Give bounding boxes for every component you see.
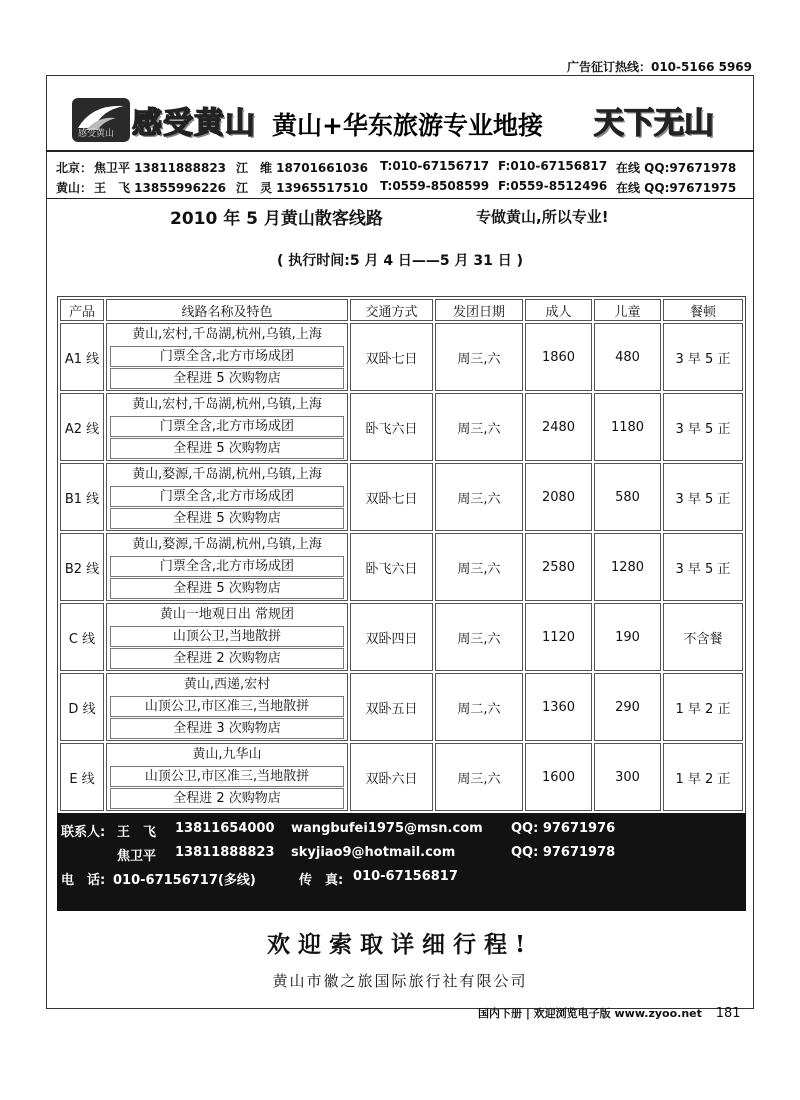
transport-cell: 卧飞六日 bbox=[350, 393, 433, 461]
adult-price-cell: 1860 bbox=[525, 323, 592, 391]
table-header-row bbox=[60, 299, 743, 321]
adult-price-cell: 1360 bbox=[525, 673, 592, 741]
product-cell: A1 线 bbox=[60, 323, 104, 391]
contact-qq: QQ: 97671976 bbox=[511, 821, 616, 836]
column-header: 产品 bbox=[60, 299, 104, 321]
contact-name: 王 飞 bbox=[117, 825, 157, 840]
contact-city: 黄山： bbox=[56, 181, 93, 195]
child-price-cell: 580 bbox=[594, 463, 661, 531]
route-note: 门票全含,北方市场成团 bbox=[110, 486, 344, 507]
tagline: 天下无山 bbox=[594, 106, 714, 141]
features-cell bbox=[106, 463, 348, 531]
headline: 黄山+华东旅游专业地接 bbox=[272, 111, 543, 140]
column-header: 线路名称及特色 bbox=[106, 299, 348, 321]
contact-box bbox=[57, 813, 746, 911]
column-header: 成人 bbox=[525, 299, 592, 321]
contact-tel: T:0559-8508599 bbox=[380, 179, 490, 193]
transport-cell: 双卧五日 bbox=[350, 673, 433, 741]
contact-phone: 13811654000 bbox=[175, 821, 275, 836]
column-header: 餐顿 bbox=[663, 299, 743, 321]
transport-cell: 双卧七日 bbox=[350, 463, 433, 531]
contact-fax: F:010-67156817 bbox=[498, 159, 608, 173]
route-shopping: 全程进 3 次购物店 bbox=[110, 718, 344, 739]
header-divider bbox=[46, 150, 754, 152]
transport-cell: 双卧四日 bbox=[350, 603, 433, 671]
departure-cell: 周三,六 bbox=[435, 743, 523, 811]
contact-label: 联系人: bbox=[61, 825, 106, 840]
contact-tel: T:010-67156717 bbox=[380, 159, 490, 173]
features-cell bbox=[106, 743, 348, 811]
route-note: 山顶公卫,当地散拼 bbox=[110, 626, 344, 647]
meals-cell: 3 早 5 正 bbox=[663, 393, 743, 461]
table-row bbox=[60, 603, 743, 671]
tel-label: 电 话: bbox=[61, 873, 106, 888]
route-destinations: 黄山,婺源,千岛湖,杭州,乌镇,上海 bbox=[132, 537, 322, 552]
route-shopping: 全程进 5 次购物店 bbox=[110, 368, 344, 389]
route-note: 门票全含,北方市场成团 bbox=[110, 346, 344, 367]
table-row bbox=[60, 393, 743, 461]
contact-phone: 13811888823 bbox=[175, 845, 275, 860]
child-price-cell: 1280 bbox=[594, 533, 661, 601]
adult-price-cell: 2580 bbox=[525, 533, 592, 601]
departure-cell: 周三,六 bbox=[435, 533, 523, 601]
page-number: 181 bbox=[715, 1006, 741, 1021]
features-cell bbox=[106, 323, 348, 391]
fax-number: 010-67156817 bbox=[353, 869, 458, 884]
route-destinations: 黄山,九华山 bbox=[192, 747, 262, 762]
contact-divider bbox=[46, 198, 754, 199]
child-price-cell: 300 bbox=[594, 743, 661, 811]
contact-qq: QQ: 97671978 bbox=[511, 845, 616, 860]
contact-person: 江 维 18701661036 bbox=[236, 161, 369, 175]
product-cell: E 线 bbox=[60, 743, 104, 811]
product-cell: B2 线 bbox=[60, 533, 104, 601]
ad-hotline: 广告征订热线：010-5166 5969 bbox=[566, 60, 752, 74]
company-name: 黄山市徽之旅国际旅行社有限公司 bbox=[272, 972, 528, 990]
child-price-cell: 480 bbox=[594, 323, 661, 391]
footer-text: 国内下册 | 欢迎浏览电子版 www.zyoo.net bbox=[478, 1007, 702, 1020]
column-header: 发团日期 bbox=[435, 299, 523, 321]
route-shopping: 全程进 2 次购物店 bbox=[110, 648, 344, 669]
contact-fax: F:0559-8512496 bbox=[498, 179, 608, 193]
adult-price-cell: 1120 bbox=[525, 603, 592, 671]
departure-cell: 周三,六 bbox=[435, 393, 523, 461]
adult-price-cell: 1600 bbox=[525, 743, 592, 811]
meals-cell: 3 早 5 正 bbox=[663, 323, 743, 391]
table-row bbox=[60, 673, 743, 741]
child-price-cell: 1180 bbox=[594, 393, 661, 461]
route-shopping: 全程进 2 次购物店 bbox=[110, 788, 344, 809]
product-cell: A2 线 bbox=[60, 393, 104, 461]
routes-table bbox=[57, 296, 746, 814]
transport-cell: 双卧六日 bbox=[350, 743, 433, 811]
route-destinations: 黄山一地观日出 常规团 bbox=[159, 607, 295, 622]
route-shopping: 全程进 5 次购物店 bbox=[110, 508, 344, 529]
contact-email: skyjiao9@hotmail.com bbox=[291, 845, 456, 860]
fax-label: 传 真: bbox=[299, 873, 344, 888]
product-cell: D 线 bbox=[60, 673, 104, 741]
logo bbox=[72, 98, 130, 142]
route-shopping: 全程进 5 次购物店 bbox=[110, 578, 344, 599]
route-note: 门票全含,北方市场成团 bbox=[110, 416, 344, 437]
contact-qq: 在线 QQ:97671975 bbox=[616, 181, 737, 195]
departure-cell: 周三,六 bbox=[435, 463, 523, 531]
column-header: 儿童 bbox=[594, 299, 661, 321]
route-destinations: 黄山,宏村,千岛湖,杭州,乌镇,上海 bbox=[132, 327, 322, 342]
child-price-cell: 190 bbox=[594, 603, 661, 671]
contact-person: 焦卫平 13811888823 bbox=[94, 161, 227, 175]
table-row bbox=[60, 463, 743, 531]
contact-name: 焦卫平 bbox=[117, 849, 157, 864]
contact-qq: 在线 QQ:97671978 bbox=[616, 161, 737, 175]
route-shopping: 全程进 5 次购物店 bbox=[110, 438, 344, 459]
route-note: 门票全含,北方市场成团 bbox=[110, 556, 344, 577]
transport-cell: 双卧七日 bbox=[350, 323, 433, 391]
adult-price-cell: 2080 bbox=[525, 463, 592, 531]
departure-cell: 周三,六 bbox=[435, 323, 523, 391]
route-note: 山顶公卫,市区准三,当地散拼 bbox=[110, 766, 344, 787]
route-title: 2010 年 5 月黄山散客线路 bbox=[170, 209, 383, 229]
product-cell: C 线 bbox=[60, 603, 104, 671]
column-header: 交通方式 bbox=[350, 299, 433, 321]
welcome-text: 欢迎索取详细行程! bbox=[266, 931, 534, 958]
route-destinations: 黄山,宏村,千岛湖,杭州,乌镇,上海 bbox=[132, 397, 322, 412]
meals-cell: 3 早 5 正 bbox=[663, 533, 743, 601]
route-note: 山顶公卫,市区准三,当地散拼 bbox=[110, 696, 344, 717]
table-row bbox=[60, 743, 743, 811]
meals-cell: 3 早 5 正 bbox=[663, 463, 743, 531]
features-cell bbox=[106, 673, 348, 741]
contact-person: 江 灵 13965517510 bbox=[236, 181, 369, 195]
transport-cell: 卧飞六日 bbox=[350, 533, 433, 601]
meals-cell: 1 早 2 正 bbox=[663, 743, 743, 811]
meals-cell: 1 早 2 正 bbox=[663, 673, 743, 741]
page-footer bbox=[478, 1005, 741, 1021]
logo-label: 感受黄山 bbox=[78, 129, 115, 139]
execution-date: ( 执行时间:5 月 4 日——5 月 31 日 ) bbox=[276, 253, 524, 269]
brand-name: 感受黄山 bbox=[132, 106, 256, 141]
table-row bbox=[60, 533, 743, 601]
contact-person: 王 飞 13855996226 bbox=[94, 181, 227, 195]
slogan: 专做黄山,所以专业! bbox=[476, 208, 609, 226]
tel-number: 010-67156717(多线) bbox=[113, 873, 256, 888]
contact-city: 北京： bbox=[56, 161, 93, 175]
table-row bbox=[60, 323, 743, 391]
contact-email: wangbufei1975@msn.com bbox=[291, 821, 483, 836]
route-destinations: 黄山,西递,宏村 bbox=[183, 677, 271, 692]
meals-cell: 不含餐 bbox=[663, 603, 743, 671]
departure-cell: 周三,六 bbox=[435, 603, 523, 671]
route-destinations: 黄山,婺源,千岛湖,杭州,乌镇,上海 bbox=[132, 467, 322, 482]
product-cell: B1 线 bbox=[60, 463, 104, 531]
features-cell bbox=[106, 533, 348, 601]
departure-cell: 周二,六 bbox=[435, 673, 523, 741]
child-price-cell: 290 bbox=[594, 673, 661, 741]
adult-price-cell: 2480 bbox=[525, 393, 592, 461]
features-cell bbox=[106, 603, 348, 671]
features-cell bbox=[106, 393, 348, 461]
